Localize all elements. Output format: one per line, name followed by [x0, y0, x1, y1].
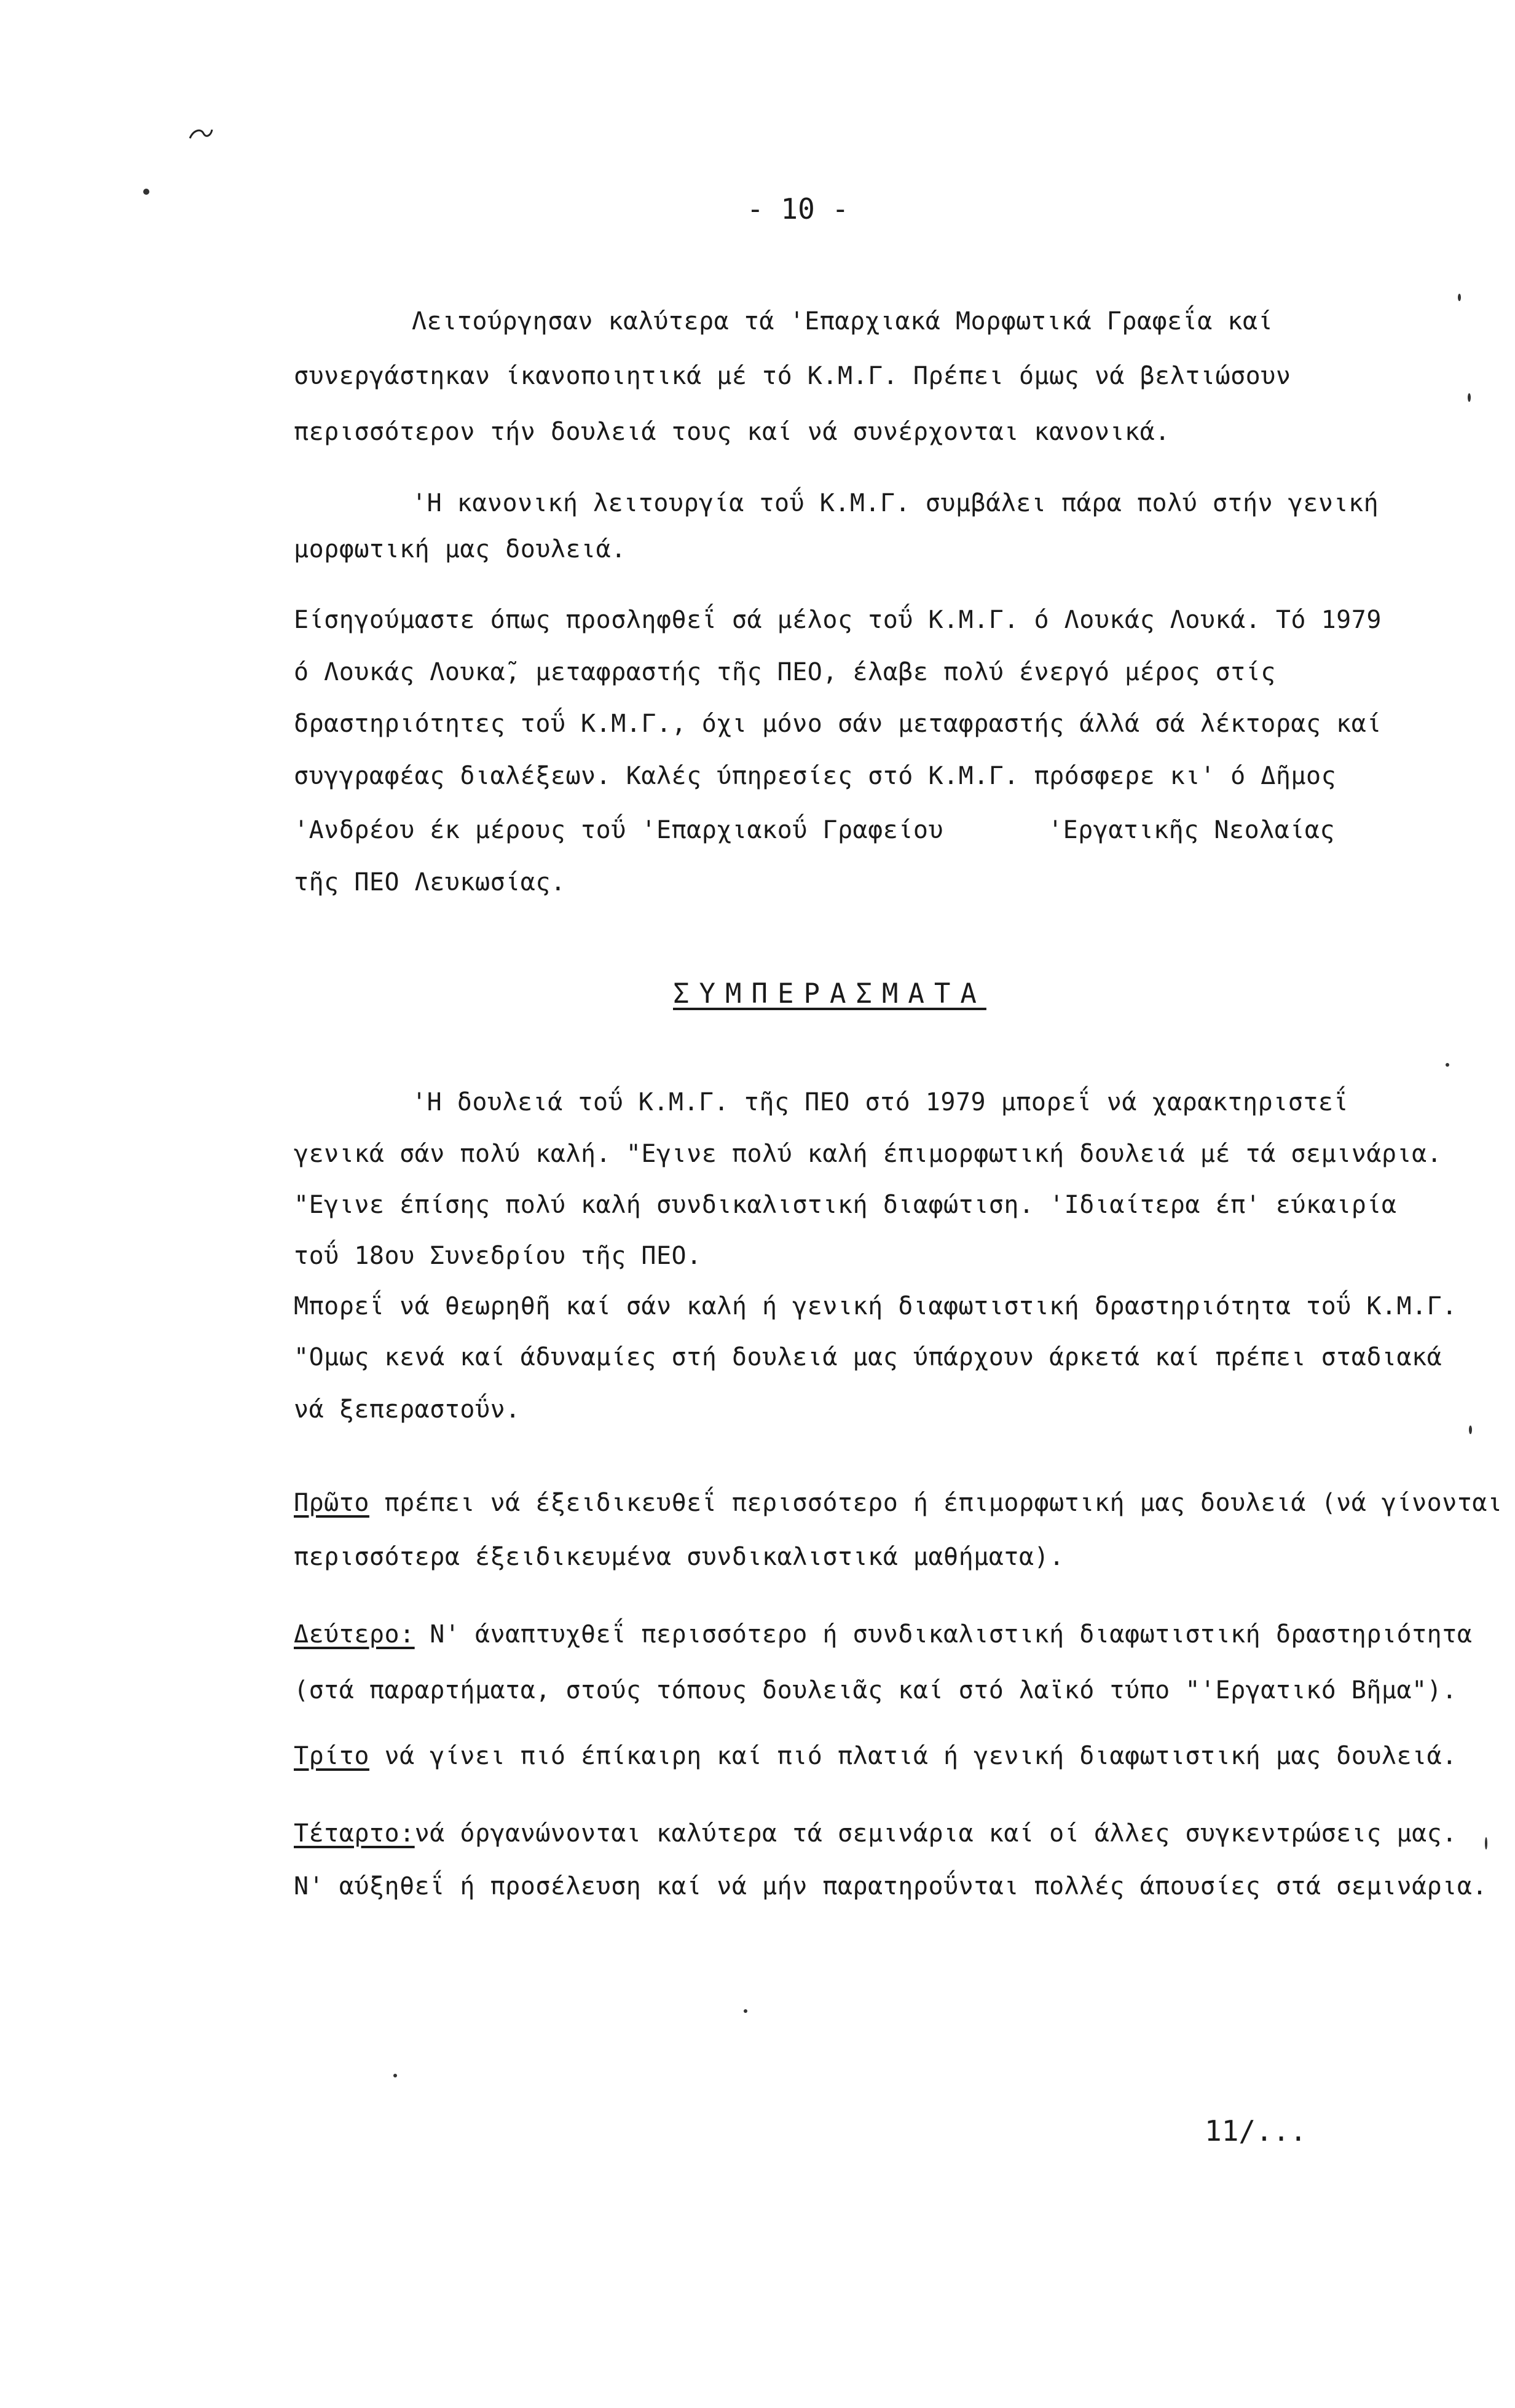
handwritten-mark-icon	[187, 126, 214, 142]
page-number: - 10 -	[747, 192, 849, 226]
text-line: τῆς ΠΕΟ Λευκωσίας.	[294, 868, 566, 896]
text-line: περισσότερα έξειδικευμένα συνδικαλιστικά μαθήματα).	[294, 1543, 1064, 1571]
ink-speck	[1446, 1063, 1449, 1067]
text-line: γενικά σάν πολύ καλή. "Εγινε πολύ καλή έπιμορφωτική δουλειά μέ τά σεμινάρια.	[294, 1140, 1442, 1168]
point-label: Τέταρτο:	[294, 1819, 415, 1848]
continuation-marker: 11/...	[1205, 2114, 1307, 2147]
point-label: Τρίτο	[294, 1742, 369, 1770]
text-line: τοΰ 18ου Συνεδρίου τῆς ΠΕΟ.	[294, 1242, 702, 1270]
point-text: νά γίνει πιό έπίκαιρη καί πιό πλατιά ή γενική διαφωτιστική μας δουλειά.	[369, 1742, 1457, 1770]
ink-speck	[143, 189, 149, 195]
point-text: πρέπει νά έξειδικευθεΐ περισσότερο ή έπιμορφωτική μας δουλειά (νά γίνονται	[369, 1489, 1503, 1517]
text-line	[294, 1487, 1503, 1519]
text-line: "Εγινε έπίσης πολύ καλή συνδικαλιστική διαφώτιση. 'Ιδιαίτερα έπ' εύκαιρία	[294, 1191, 1397, 1219]
text-line: Λειτούργησαν καλύτερα τά 'Επαρχιακά Μορφωτικά Γραφεΐα καί	[412, 307, 1273, 335]
text-line: 'Εργατικῆς Νεολαίας	[1048, 816, 1336, 844]
ink-speck	[744, 2009, 747, 2013]
text-line: Είσηγούμαστε όπως προσληφθεΐ σά μέλος τοΰ Κ.Μ.Γ. ό Λουκάς Λουκά. Τό 1979	[294, 606, 1382, 634]
text-line: δραστηριότητες τοΰ Κ.Μ.Γ., όχι μόνο σάν μεταφραστής άλλά σά λέκτορας καί	[294, 710, 1382, 738]
text-line	[294, 1818, 1457, 1849]
point-text: Ν' άναπτυχθεΐ περισσότερο ή συνδικαλιστική διαφωτιστική δραστηριότητα	[414, 1620, 1473, 1649]
text-line: ό Λουκάς Λουκα̃, μεταφραστής τῆς ΠΕΟ, έλαβε πολύ ένεργό μέρος στίς	[294, 658, 1276, 686]
text-line	[294, 1618, 1472, 1650]
text-line: περισσότερον τήν δουλειά τους καί νά συνέρχονται κανονικά.	[294, 418, 1170, 446]
section-heading: ΣΥΜΠΕΡΑΣΜΑΤΑ	[673, 978, 986, 1010]
text-line: συγγραφέας διαλέξεων. Καλές ύπηρεσίες στό Κ.Μ.Γ. πρόσφερε κι' ό Δῆμος	[294, 762, 1337, 790]
text-line: νά ξεπεραστοΰν.	[294, 1395, 521, 1424]
point-text: νά όργανώνονται καλύτερα τά σεμινάρια καί οί άλλες συγκεντρώσεις μας.	[414, 1819, 1457, 1848]
text-line: συνεργάστηκαν ίκανοποιητικά μέ τό Κ.Μ.Γ. Πρέπει όμως νά βελτιώσουν	[294, 362, 1291, 390]
text-line: μορφωτική μας δουλειά.	[294, 535, 626, 563]
ink-speck	[393, 2074, 397, 2077]
point-label: Δεύτερο:	[294, 1620, 415, 1649]
ink-speck	[1468, 393, 1471, 402]
text-line: (στά παραρτήματα, στούς τόπους δουλειᾶς καί στό λαϊκό τύπο "'Εργατικό Βῆμα").	[294, 1676, 1457, 1704]
ink-speck	[1485, 1837, 1487, 1849]
text-line: Μπορεΐ νά θεωρηθῆ καί σάν καλή ή γενική διαφωτιστική δραστηριότητα τοΰ Κ.Μ.Γ.	[294, 1292, 1457, 1320]
text-line	[294, 1740, 1457, 1772]
ink-speck	[1469, 1426, 1472, 1434]
text-line: 'Η κανονική λειτουργία τοΰ Κ.Μ.Γ. συμβάλει πάρα πολύ στήν γενική	[412, 489, 1379, 517]
text-line: 'Η δουλειά τοΰ Κ.Μ.Γ. τῆς ΠΕΟ στό 1979 μπορεΐ νά χαρακτηριστεΐ	[412, 1088, 1349, 1116]
text-line: Ν' αύξηθεΐ ή προσέλευση καί νά μήν παρατηροΰνται πολλές άπουσίες στά σεμινάρια.	[294, 1872, 1487, 1900]
text-line: "Ομως κενά καί άδυναμίες στή δουλειά μας ύπάρχουν άρκετά καί πρέπει σταδιακά	[294, 1343, 1442, 1371]
text-line: 'Ανδρέου έκ μέρους τοΰ 'Επαρχιακοΰ Γραφείου	[294, 816, 944, 844]
ink-speck	[1458, 294, 1461, 301]
point-label: Πρῶτο	[294, 1489, 369, 1517]
